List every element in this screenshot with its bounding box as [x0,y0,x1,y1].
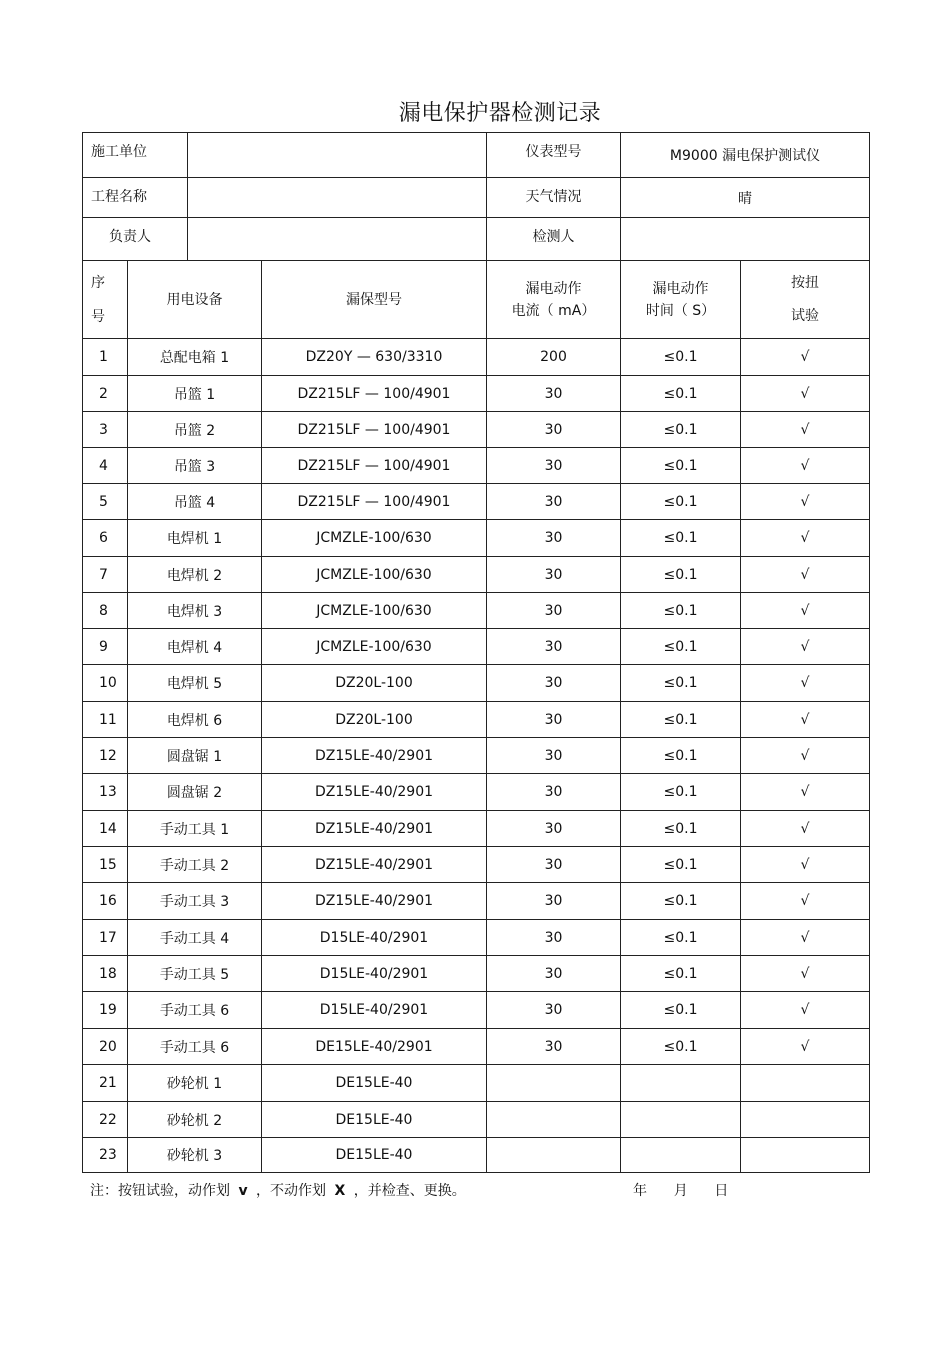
row-device: 手动工具 1 [128,811,262,847]
row-seq: 18 [83,956,128,992]
row-device: 吊篮 2 [128,412,262,448]
row-current: 30 [487,883,621,920]
row-current: 30 [487,920,621,956]
row-test: √ [741,593,870,629]
row-device: 圆盘锯 1 [128,738,262,774]
row-device: 吊篮 1 [128,376,262,412]
header-button-line2: 试验 [791,307,819,324]
header-seq-line1: 序 [91,274,105,291]
header-current-line2: 电流（ mA） [511,302,596,319]
row-time: ≤0.1 [621,448,741,484]
row-model: DZ15LE-40/2901 [262,738,487,774]
row-model: DE15LE-40 [262,1138,487,1173]
row-model: DZ15LE-40/2901 [262,847,487,883]
row-test: √ [741,557,870,593]
row-model: DE15LE-40 [262,1065,487,1102]
note-suffix: ，并检查、更换。 [353,1183,466,1199]
row-device: 电焊机 5 [128,665,262,702]
manager-label: 负责人 [83,218,188,261]
header-seq-line2: 号 [91,308,105,325]
row-seq: 8 [83,593,128,629]
row-current: 30 [487,593,621,629]
row-test: √ [741,811,870,847]
row-current: 200 [487,339,621,376]
row-current: 30 [487,811,621,847]
row-device: 吊篮 3 [128,448,262,484]
row-time: ≤0.1 [621,376,741,412]
row-current [487,1102,621,1138]
row-model: JCMZLE-100/630 [262,520,487,557]
row-time: ≤0.1 [621,847,741,883]
row-current: 30 [487,774,621,811]
table-row [83,956,870,992]
table-row [83,520,870,557]
row-model: DZ15LE-40/2901 [262,883,487,920]
row-model: D15LE-40/2901 [262,920,487,956]
project-value [188,178,487,218]
row-device: 电焊机 3 [128,593,262,629]
row-test: √ [741,1029,870,1065]
row-test: √ [741,847,870,883]
row-current: 30 [487,448,621,484]
header-time [621,261,741,339]
row-test [741,1065,870,1102]
row-device: 圆盘锯 2 [128,774,262,811]
row-device: 砂轮机 1 [128,1065,262,1102]
row-seq: 6 [83,520,128,557]
row-time: ≤0.1 [621,557,741,593]
row-model: DZ215LF — 100/4901 [262,376,487,412]
row-model: DE15LE-40 [262,1102,487,1138]
header-device: 用电设备 [128,261,262,339]
row-device: 电焊机 6 [128,702,262,738]
row-time: ≤0.1 [621,339,741,376]
row-device: 手动工具 6 [128,992,262,1029]
table-row [83,1102,870,1138]
row-time: ≤0.1 [621,883,741,920]
row-device: 电焊机 4 [128,629,262,665]
row-time: ≤0.1 [621,1029,741,1065]
inspector-label: 检测人 [487,218,621,261]
row-current: 30 [487,629,621,665]
row-time: ≤0.1 [621,412,741,448]
row-device: 手动工具 2 [128,847,262,883]
table-row [83,484,870,520]
info-row-project [83,178,870,218]
row-seq: 5 [83,484,128,520]
date-line: 年 月 日 [633,1183,729,1199]
table-row [83,847,870,883]
row-time [621,1065,741,1102]
note-mark-ok: v [238,1183,248,1199]
row-time [621,1138,741,1173]
row-model: JCMZLE-100/630 [262,557,487,593]
table-row [83,412,870,448]
table-row [83,665,870,702]
header-time-line2: 时间（ S） [645,302,716,319]
row-model: DZ20Y — 630/3310 [262,339,487,376]
row-seq: 7 [83,557,128,593]
record-table [82,132,870,1173]
row-model: JCMZLE-100/630 [262,629,487,665]
page-title: 漏电保护器检测记录 [398,101,602,126]
table-row [83,774,870,811]
row-current: 30 [487,412,621,448]
row-seq: 12 [83,738,128,774]
note-prefix: 注：按钮试验，动作划 [90,1183,230,1199]
row-model: D15LE-40/2901 [262,992,487,1029]
row-test: √ [741,883,870,920]
note-middle: ，不动作划 [256,1183,327,1199]
row-current: 30 [487,376,621,412]
column-header-row [83,261,870,339]
row-seq: 22 [83,1102,128,1138]
row-device: 总配电箱 1 [128,339,262,376]
row-current: 30 [487,702,621,738]
row-time: ≤0.1 [621,738,741,774]
weather-value: 晴 [621,178,870,218]
header-time-line1: 漏电动作 [652,280,709,297]
row-model: JCMZLE-100/630 [262,593,487,629]
row-time: ≤0.1 [621,702,741,738]
project-label: 工程名称 [83,178,188,218]
header-button-line1: 按扭 [791,274,819,291]
row-model: DZ15LE-40/2901 [262,811,487,847]
row-time: ≤0.1 [621,774,741,811]
row-test: √ [741,992,870,1029]
header-seq [83,261,128,339]
manager-value [188,218,487,261]
table-row [83,593,870,629]
inspector-value [621,218,870,261]
row-current: 30 [487,484,621,520]
row-time: ≤0.1 [621,920,741,956]
row-test: √ [741,484,870,520]
row-test: √ [741,339,870,376]
row-time: ≤0.1 [621,665,741,702]
row-device: 砂轮机 2 [128,1102,262,1138]
table-row [83,557,870,593]
row-test: √ [741,376,870,412]
meter-label: 仪表型号 [487,133,621,178]
header-button [741,261,870,339]
row-device: 电焊机 2 [128,557,262,593]
row-time: ≤0.1 [621,593,741,629]
row-test: √ [741,448,870,484]
row-test: √ [741,520,870,557]
table-row [83,702,870,738]
note-mark-fail: X [334,1183,346,1199]
row-seq: 16 [83,883,128,920]
row-seq: 10 [83,665,128,702]
row-device: 手动工具 4 [128,920,262,956]
table-row [83,448,870,484]
data-rows [83,339,870,1173]
row-device: 砂轮机 3 [128,1138,262,1173]
row-test: √ [741,412,870,448]
header-current [487,261,621,339]
row-model: DZ20L-100 [262,665,487,702]
unit-value [188,133,487,178]
weather-label: 天气情况 [487,178,621,218]
row-current: 30 [487,847,621,883]
row-seq: 3 [83,412,128,448]
table-row [83,339,870,376]
row-time [621,1102,741,1138]
row-current: 30 [487,520,621,557]
row-current: 30 [487,1029,621,1065]
row-seq: 23 [83,1138,128,1173]
row-test: √ [741,774,870,811]
row-current [487,1065,621,1102]
row-model: DZ215LF — 100/4901 [262,448,487,484]
row-seq: 1 [83,339,128,376]
row-seq: 17 [83,920,128,956]
table-row [83,920,870,956]
row-device: 手动工具 5 [128,956,262,992]
row-seq: 15 [83,847,128,883]
info-row-unit [83,133,870,178]
row-test: √ [741,920,870,956]
table-row [83,992,870,1029]
table-row [83,883,870,920]
row-seq: 20 [83,1029,128,1065]
row-current: 30 [487,665,621,702]
table-row [83,376,870,412]
row-current [487,1138,621,1173]
row-test: √ [741,738,870,774]
row-test [741,1102,870,1138]
table-row [83,811,870,847]
row-seq: 4 [83,448,128,484]
row-seq: 9 [83,629,128,665]
row-test: √ [741,665,870,702]
row-current: 30 [487,992,621,1029]
row-model: D15LE-40/2901 [262,956,487,992]
row-seq: 21 [83,1065,128,1102]
row-device: 手动工具 6 [128,1029,262,1065]
row-test: √ [741,956,870,992]
row-model: DZ20L-100 [262,702,487,738]
row-seq: 2 [83,376,128,412]
table-row [83,629,870,665]
row-model: DZ215LF — 100/4901 [262,484,487,520]
row-seq: 19 [83,992,128,1029]
row-device: 吊篮 4 [128,484,262,520]
row-test [741,1138,870,1173]
row-model: DZ15LE-40/2901 [262,774,487,811]
row-seq: 11 [83,702,128,738]
header-current-line1: 漏电动作 [525,280,582,297]
row-current: 30 [487,738,621,774]
row-time: ≤0.1 [621,992,741,1029]
meter-value: M9000 漏电保护测试仪 [621,133,870,178]
table-row [83,738,870,774]
row-time: ≤0.1 [621,956,741,992]
table-row [83,1029,870,1065]
header-model: 漏保型号 [262,261,487,339]
row-current: 30 [487,557,621,593]
row-test: √ [741,629,870,665]
footnote [90,1180,466,1200]
unit-label: 施工单位 [83,133,188,178]
row-time: ≤0.1 [621,484,741,520]
row-seq: 14 [83,811,128,847]
row-time: ≤0.1 [621,629,741,665]
row-model: DE15LE-40/2901 [262,1029,487,1065]
row-seq: 13 [83,774,128,811]
row-time: ≤0.1 [621,811,741,847]
table-row [83,1138,870,1173]
row-time: ≤0.1 [621,520,741,557]
row-current: 30 [487,956,621,992]
info-row-manager [83,218,870,261]
row-device: 电焊机 1 [128,520,262,557]
row-model: DZ215LF — 100/4901 [262,412,487,448]
row-device: 手动工具 3 [128,883,262,920]
table-row [83,1065,870,1102]
row-test: √ [741,702,870,738]
